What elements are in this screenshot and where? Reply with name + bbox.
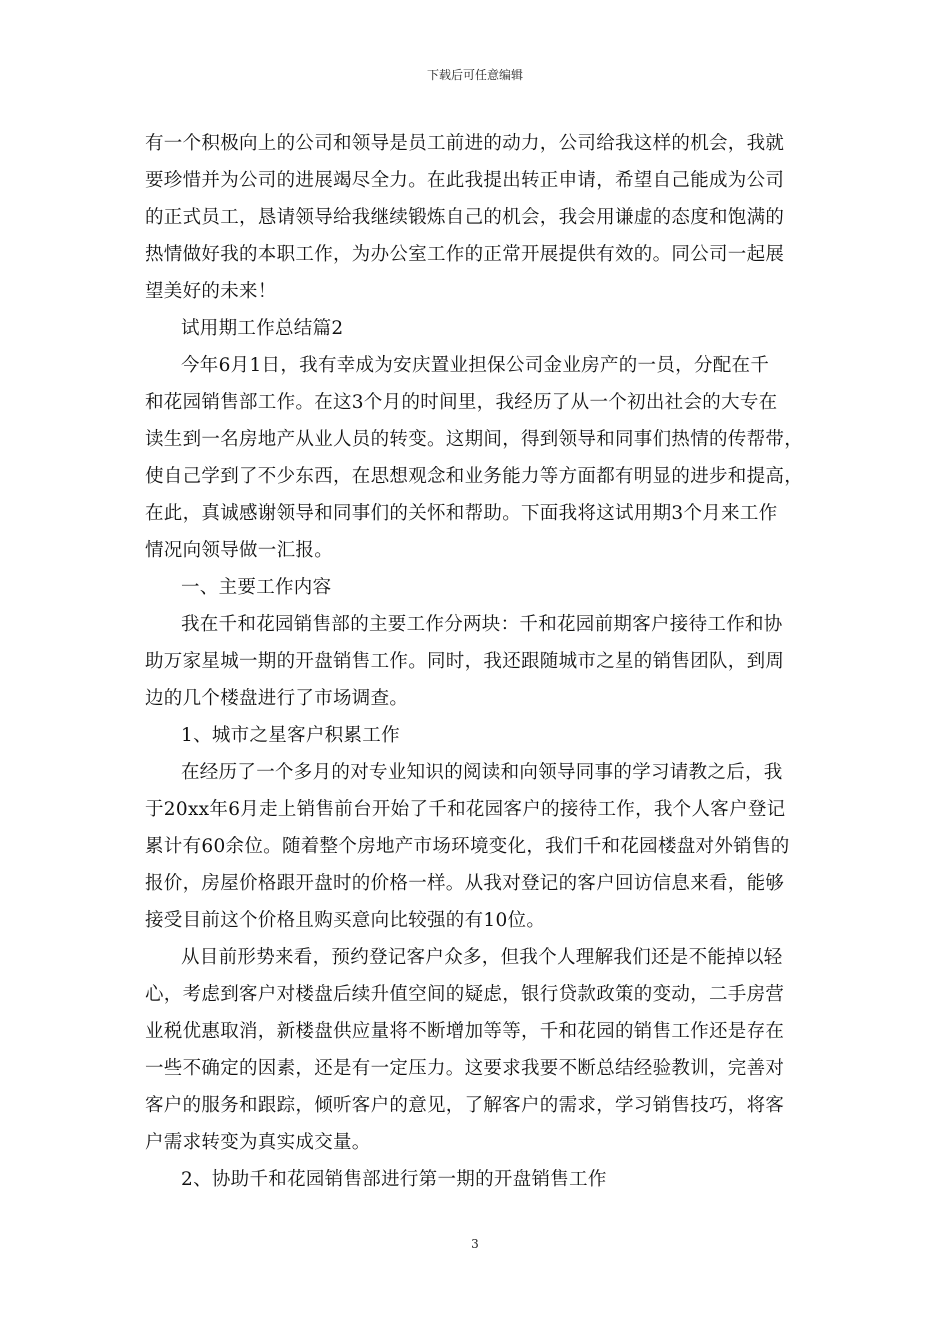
paragraph-first-line: 在经历了一个多月的对专业知识的阅读和向领导同事的学习请教之后，我 [181, 762, 783, 783]
paragraph-line: 使自己学到了不少东西，在思想观念和业务能力等方面都有明显的进步和提高， [145, 466, 804, 487]
paragraph-first-line: 今年6月1日，我有幸成为安庆置业担保公司金业房产的一员，分配在千 [181, 355, 770, 376]
paragraph-line: 的正式员工，恳请领导给我继续锻炼自己的机会，我会用谦虚的态度和饱满的 [145, 207, 785, 228]
paragraph-line: 客户的服务和跟踪，倾听客户的意见，了解客户的需求，学习销售技巧，将客 [145, 1095, 785, 1116]
paragraph-line: 助万家星城一期的开盘销售工作。同时，我还跟随城市之星的销售团队，到周 [145, 651, 785, 672]
paragraph-line: 热情做好我的本职工作，为办公室工作的正常开展提供有效的。同公司一起展 [145, 244, 785, 265]
paragraph-line: 于20xx年6月走上销售前台开始了千和花园客户的接待工作，我个人客户登记 [145, 799, 786, 820]
paragraph-first-line: 1、城市之星客户积累工作 [181, 725, 400, 746]
page-number: 3 [471, 1237, 479, 1251]
paragraph-line: 心，考虑到客户对楼盘后续升值空间的疑虑，银行贷款政策的变动，二手房营 [145, 984, 785, 1005]
document-body [145, 125, 810, 1198]
paragraph-line: 户需求转变为真实成交量。 [145, 1132, 371, 1153]
paragraph-line: 一些不确定的因素，还是有一定压力。这要求我要不断总结经验教训，完善对 [145, 1058, 785, 1079]
paragraph-line: 接受目前这个价格且购买意向比较强的有10位。 [145, 910, 546, 931]
paragraph-line: 情况向领导做一汇报。 [145, 540, 334, 561]
paragraph-line: 边的几个楼盘进行了市场调查。 [145, 688, 409, 709]
paragraph-first-line: 试用期工作总结篇2 [181, 318, 344, 339]
page-header: 下载后可任意编辑 [426, 68, 523, 82]
paragraph-line: 业税优惠取消，新楼盘供应量将不断增加等等，千和花园的销售工作还是存在 [145, 1021, 785, 1042]
paragraph-line: 报价，房屋价格跟开盘时的价格一样。从我对登记的客户回访信息来看，能够 [145, 873, 785, 894]
paragraph-line: 在此，真诚感谢领导和同事们的关怀和帮助。下面我将这试用期3个月来工作 [145, 503, 778, 524]
paragraph-line: 累计有60余位。随着整个房地产市场环境变化，我们千和花园楼盘对外销售的 [145, 836, 790, 857]
paragraph-first-line: 2、协助千和花园销售部进行第一期的开盘销售工作 [181, 1169, 607, 1190]
paragraph-first-line: 从目前形势来看，预约登记客户众多，但我个人理解我们还是不能掉以轻 [181, 947, 783, 968]
paragraph-line: 和花园销售部工作。在这3个月的时间里，我经历了从一个初出社会的大专在 [145, 392, 778, 413]
paragraph-line: 读生到一名房地产从业人员的转变。这期间，得到领导和同事们热情的传帮带， [145, 429, 804, 450]
paragraph-line: 有一个积极向上的公司和领导是员工前进的动力，公司给我这样的机会，我就 [145, 133, 785, 154]
paragraph-first-line: 我在千和花园销售部的主要工作分两块：千和花园前期客户接待工作和协 [181, 614, 783, 635]
paragraph-line: 要珍惜并为公司的进展竭尽全力。在此我提出转正申请，希望自己能成为公司 [145, 170, 785, 191]
paragraph-line: 望美好的未来！ [145, 281, 277, 302]
paragraph-first-line: 一、主要工作内容 [181, 577, 332, 598]
